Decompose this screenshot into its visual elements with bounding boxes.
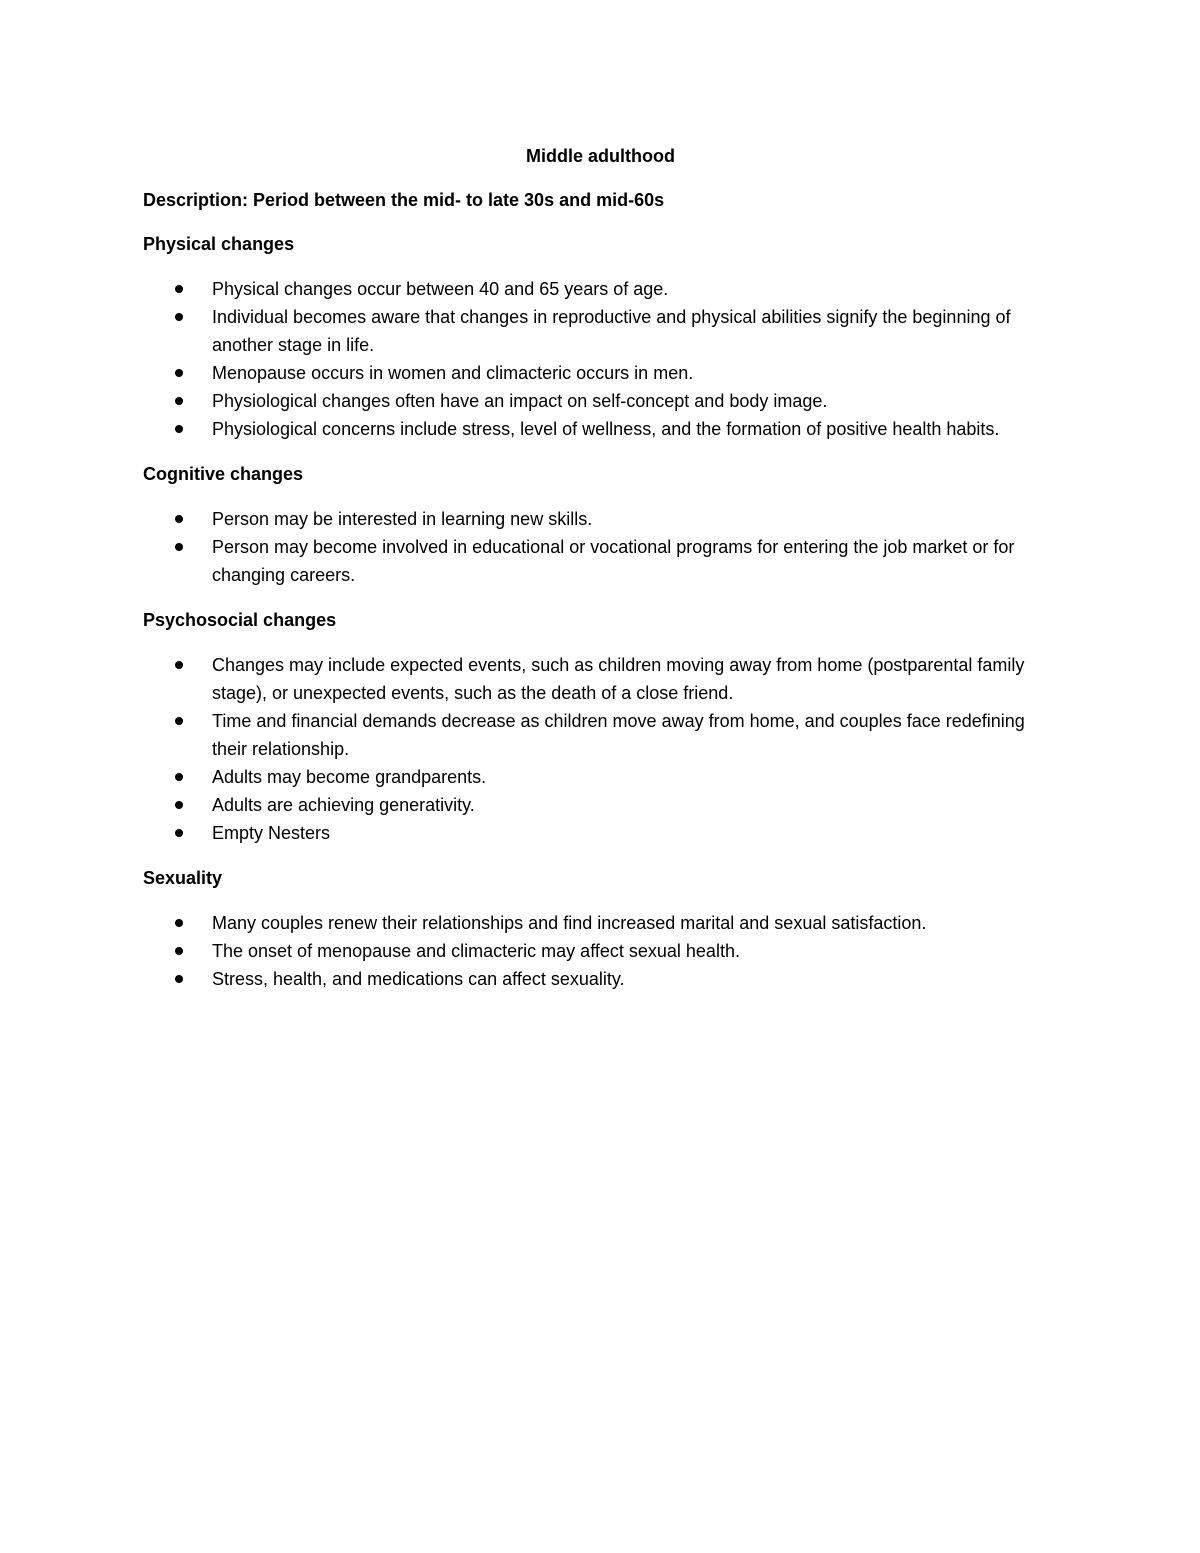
list-item	[143, 909, 1058, 937]
list-item-text: Empty Nesters	[212, 823, 331, 843]
bullet-icon	[175, 515, 183, 523]
list-item-text: Adults are achieving generativity.	[212, 795, 475, 815]
cognitive-changes-list	[143, 505, 1058, 589]
list-item-text: Stress, health, and medications can affect sexuality.	[212, 969, 625, 989]
bullet-icon	[175, 801, 183, 809]
section-heading-psychosocial-changes: Psychosocial changes	[143, 610, 337, 630]
list-item	[143, 965, 1058, 993]
section-heading-sexuality: Sexuality	[143, 868, 223, 888]
list-item-text: Physiological concerns include stress, level of wellness, and the formation of positive health habits.	[212, 419, 1000, 439]
bullet-icon	[175, 947, 183, 955]
bullet-icon	[175, 773, 183, 781]
list-item	[143, 819, 1058, 847]
document-description: Description: Period between the mid- to late 30s and mid-60s	[143, 190, 665, 210]
document-title: Middle adulthood	[526, 146, 675, 166]
list-item-text: Physiological changes often have an impact on self-concept and body image.	[212, 391, 828, 411]
list-item	[143, 415, 1058, 443]
document-content	[143, 143, 1058, 1011]
bullet-icon	[175, 661, 183, 669]
list-item	[143, 707, 1058, 763]
bullet-icon	[175, 313, 183, 321]
list-item-text: Changes may include expected events, such as children moving away from home (postparental family stage), or unexpected events, such as the death of a close friend.	[212, 655, 1025, 703]
list-item	[143, 359, 1058, 387]
section-heading-physical-changes: Physical changes	[143, 234, 295, 254]
list-item-text: Person may be interested in learning new skills.	[212, 509, 593, 529]
list-item	[143, 505, 1058, 533]
list-item-text: Person may become involved in educational or vocational programs for entering the job market or for changing careers.	[212, 537, 1015, 585]
list-item	[143, 651, 1058, 707]
bullet-icon	[175, 369, 183, 377]
bullet-icon	[175, 829, 183, 837]
list-item-text: Adults may become grandparents.	[212, 767, 487, 787]
list-item	[143, 763, 1058, 791]
list-item	[143, 791, 1058, 819]
list-item-text: Many couples renew their relationships and find increased marital and sexual satisfaction.	[212, 913, 927, 933]
list-item	[143, 303, 1058, 359]
list-item	[143, 937, 1058, 965]
bullet-icon	[175, 397, 183, 405]
list-item-text: Time and financial demands decrease as children move away from home, and couples face redefining their relationship.	[212, 711, 1025, 759]
bullet-icon	[175, 425, 183, 433]
bullet-icon	[175, 919, 183, 927]
sexuality-list	[143, 909, 1058, 993]
section-heading-cognitive-changes: Cognitive changes	[143, 464, 304, 484]
list-item	[143, 275, 1058, 303]
psychosocial-changes-list	[143, 651, 1058, 847]
list-item	[143, 533, 1058, 589]
bullet-icon	[175, 975, 183, 983]
list-item-text: Individual becomes aware that changes in reproductive and physical abilities signify the beginning of another stage in life.	[212, 307, 1011, 355]
bullet-icon	[175, 717, 183, 725]
bullet-icon	[175, 543, 183, 551]
list-item-text: The onset of menopause and climacteric may affect sexual health.	[212, 941, 740, 961]
physical-changes-list	[143, 275, 1058, 443]
list-item	[143, 387, 1058, 415]
bullet-icon	[175, 285, 183, 293]
list-item-text: Menopause occurs in women and climacteric occurs in men.	[212, 363, 694, 383]
list-item-text: Physical changes occur between 40 and 65 years of age.	[212, 279, 669, 299]
